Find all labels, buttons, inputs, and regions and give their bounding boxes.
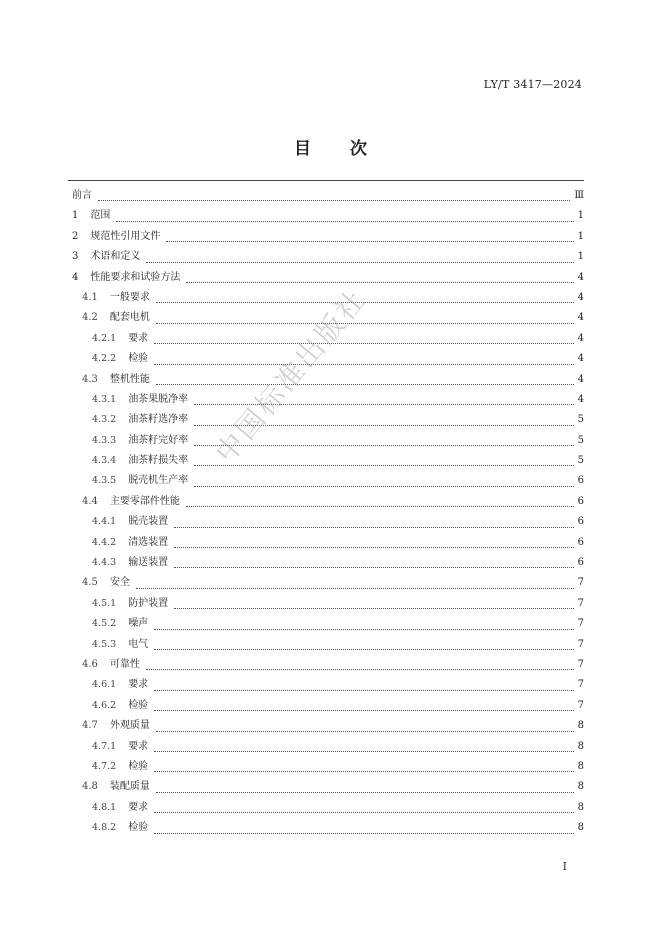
toc-entry-title: 主要零部件性能 <box>109 495 180 507</box>
title-part-1: 目 <box>294 139 312 159</box>
toc-entry-page: 8 <box>577 720 584 732</box>
toc-entry-page: 7 <box>577 658 584 670</box>
toc-entry-number: 4.5.3 <box>92 638 117 650</box>
toc-entry[interactable] <box>72 716 584 736</box>
toc-entry-page: 7 <box>577 597 584 609</box>
toc-dot-leader <box>186 281 573 283</box>
toc-entry[interactable] <box>72 614 584 634</box>
toc-entry-title: 脱壳装置 <box>128 516 169 528</box>
toc-entry-title: 检验 <box>128 760 149 772</box>
toc-entry-page: 4 <box>577 332 584 344</box>
footer-page-number: I <box>562 860 567 873</box>
toc-entry-title: 检验 <box>128 822 149 834</box>
toc-entry-page: 7 <box>577 679 584 691</box>
toc-dot-leader <box>156 730 574 732</box>
toc-entry[interactable] <box>72 471 584 491</box>
toc-dot-leader <box>146 261 573 263</box>
toc-entry[interactable] <box>72 227 584 247</box>
toc-entry-number: 4.6.2 <box>92 699 117 711</box>
toc-entry-number: 4.7.2 <box>92 760 117 772</box>
toc-entry[interactable] <box>72 247 584 267</box>
toc-dot-leader <box>154 811 573 813</box>
toc-dot-leader <box>156 322 574 324</box>
toc-entry[interactable] <box>72 186 584 206</box>
toc-dot-leader <box>154 342 573 344</box>
toc-entry-number: 4.6.1 <box>92 679 117 691</box>
toc-entry[interactable] <box>72 410 584 430</box>
toc-dot-leader <box>154 363 573 365</box>
toc-dot-leader <box>98 199 570 201</box>
toc-dot-leader <box>154 832 573 834</box>
toc-entry-page: 7 <box>577 618 584 630</box>
publisher-watermark: 中国标准出版社 <box>208 281 374 470</box>
toc-entry-title: 检验 <box>128 353 149 365</box>
toc-entry-title: 输送装置 <box>128 557 169 569</box>
toc-entry-title: 配套电机 <box>109 312 150 324</box>
toc-entry-page: 1 <box>577 230 584 242</box>
toc-entry-title: 要求 <box>128 679 149 691</box>
toc-dot-leader <box>174 566 573 568</box>
toc-entry-page: 4 <box>577 291 584 303</box>
toc-entry-page: 1 <box>577 251 584 263</box>
toc-entry[interactable] <box>72 737 584 757</box>
toc-entry-title: 可靠性 <box>109 658 140 670</box>
toc-entry-title: 外观质量 <box>109 720 150 732</box>
toc-entry[interactable] <box>72 798 584 818</box>
toc-dot-leader <box>154 709 573 711</box>
toc-entry[interactable] <box>72 370 584 390</box>
toc-entry-page: 4 <box>577 353 584 365</box>
toc-entry-number: 4.4.3 <box>92 557 117 569</box>
toc-dot-leader <box>186 505 574 507</box>
toc-entry-title: 安全 <box>109 577 130 589</box>
toc-entry-number: 4.3.2 <box>92 414 117 426</box>
toc-entry-number: 4.3.3 <box>92 434 117 446</box>
toc-entry-title: 油茶籽选净率 <box>128 414 189 426</box>
toc-entry-number: 4.2 <box>82 312 98 324</box>
toc-entry-title: 性能要求和试验方法 <box>90 271 181 283</box>
toc-dot-leader <box>154 770 573 772</box>
toc-dot-leader <box>156 791 574 793</box>
toc-entry-number: 前言 <box>72 189 92 201</box>
toc-entry[interactable] <box>72 268 584 288</box>
toc-entry-title: 要求 <box>128 801 149 813</box>
toc-entry-page: Ⅲ <box>574 189 584 201</box>
toc-entry-number: 4.4 <box>82 495 98 507</box>
toc-entry-number: 4.5.1 <box>92 597 117 609</box>
toc-entry[interactable] <box>72 390 584 410</box>
toc-entry[interactable] <box>72 451 584 471</box>
toc-entry-title: 规范性引用文件 <box>90 230 161 242</box>
toc-entry-number: 4.5 <box>82 577 98 589</box>
toc-entry-title: 装配质量 <box>109 781 150 793</box>
toc-entry-title: 噪声 <box>128 618 149 630</box>
toc-entry-number: 4.7.1 <box>92 740 117 752</box>
toc-dot-leader <box>136 587 574 589</box>
toc-entry-page: 4 <box>577 312 584 324</box>
toc-entry-number: 4.4.2 <box>92 536 117 548</box>
page-title <box>0 134 662 159</box>
toc-dot-leader <box>166 240 573 242</box>
toc-dot-leader <box>194 485 573 487</box>
toc-entry-page: 7 <box>577 699 584 711</box>
toc-entry-page: 5 <box>577 434 584 446</box>
toc-dot-leader <box>154 648 573 650</box>
toc-entry-number: 3 <box>72 251 79 263</box>
toc-entry-title: 防护装置 <box>128 597 169 609</box>
toc-entry[interactable] <box>72 573 584 593</box>
toc-entry-title: 整机性能 <box>109 373 150 385</box>
table-of-contents <box>72 186 584 839</box>
toc-entry[interactable] <box>72 696 584 716</box>
toc-entry-number: 4.6 <box>82 658 98 670</box>
toc-entry-number: 4.2.2 <box>92 353 117 365</box>
toc-dot-leader <box>154 689 573 691</box>
toc-entry-page: 5 <box>577 414 584 426</box>
toc-entry[interactable] <box>72 553 584 573</box>
document-code: LY/T 3417—2024 <box>483 78 582 91</box>
toc-entry-title: 油茶果脱净率 <box>128 393 189 405</box>
toc-dot-leader <box>194 464 573 466</box>
toc-entry-number: 4.7 <box>82 720 98 732</box>
toc-entry-title: 清选装置 <box>128 536 169 548</box>
toc-entry-page: 8 <box>577 822 584 834</box>
toc-dot-leader <box>174 607 573 609</box>
toc-entry[interactable] <box>72 492 584 512</box>
toc-entry-number: 4.4.1 <box>92 516 117 528</box>
toc-entry-page: 8 <box>577 760 584 772</box>
toc-entry-title: 电气 <box>128 638 149 650</box>
toc-entry[interactable] <box>72 757 584 777</box>
toc-entry-title: 要求 <box>128 740 149 752</box>
toc-entry[interactable] <box>72 655 584 675</box>
title-divider <box>68 180 584 181</box>
toc-entry[interactable] <box>72 818 584 838</box>
toc-entry-page: 6 <box>577 557 584 569</box>
toc-entry-number: 4.3.5 <box>92 475 117 487</box>
toc-entry-title: 脱壳机生产率 <box>128 475 189 487</box>
toc-entry-page: 4 <box>577 373 584 385</box>
toc-dot-leader <box>154 750 573 752</box>
toc-entry-page: 6 <box>577 536 584 548</box>
toc-entry-page: 8 <box>577 801 584 813</box>
toc-dot-leader <box>156 383 574 385</box>
toc-entry-title: 油茶籽完好率 <box>128 434 189 446</box>
toc-dot-leader <box>174 526 573 528</box>
toc-entry-page: 8 <box>577 740 584 752</box>
toc-entry-number: 4 <box>72 271 79 283</box>
toc-entry-number: 4.3.1 <box>92 393 117 405</box>
toc-entry-number: 4.3 <box>82 373 98 385</box>
toc-entry-title: 范围 <box>90 210 111 222</box>
toc-entry-page: 4 <box>577 271 584 283</box>
toc-entry-page: 8 <box>577 781 584 793</box>
toc-entry[interactable] <box>72 777 584 797</box>
toc-entry-number: 4.8 <box>82 781 98 793</box>
title-part-2: 次 <box>350 139 368 159</box>
toc-dot-leader <box>154 628 573 630</box>
toc-entry-page: 7 <box>577 577 584 589</box>
toc-entry-title: 检验 <box>128 699 149 711</box>
toc-entry-page: 6 <box>577 475 584 487</box>
toc-entry[interactable] <box>72 206 584 226</box>
toc-entry-number: 4.1 <box>82 291 98 303</box>
toc-entry[interactable] <box>72 675 584 695</box>
toc-entry-number: 4.5.2 <box>92 618 117 630</box>
toc-entry-page: 7 <box>577 638 584 650</box>
toc-entry-page: 6 <box>577 495 584 507</box>
toc-dot-leader <box>146 668 574 670</box>
toc-entry[interactable] <box>72 533 584 553</box>
toc-entry-number: 2 <box>72 230 79 242</box>
toc-entry-number: 4.3.4 <box>92 455 117 467</box>
toc-entry-number: 4.8.2 <box>92 822 117 834</box>
toc-entry-title: 油茶籽损失率 <box>128 455 189 467</box>
toc-entry-number: 4.8.1 <box>92 801 117 813</box>
toc-entry[interactable] <box>72 635 584 655</box>
toc-entry[interactable] <box>72 594 584 614</box>
toc-entry-number: 4.2.1 <box>92 332 117 344</box>
toc-entry-title: 要求 <box>128 332 149 344</box>
toc-entry[interactable] <box>72 431 584 451</box>
toc-entry-number: 1 <box>72 210 79 222</box>
toc-dot-leader <box>116 220 573 222</box>
toc-dot-leader <box>174 546 573 548</box>
toc-entry-title: 一般要求 <box>109 291 150 303</box>
toc-entry-page: 4 <box>577 393 584 405</box>
toc-entry[interactable] <box>72 512 584 532</box>
toc-entry-page: 6 <box>577 516 584 528</box>
toc-entry-title: 术语和定义 <box>90 251 141 263</box>
toc-entry-page: 1 <box>577 210 584 222</box>
toc-entry-page: 5 <box>577 455 584 467</box>
